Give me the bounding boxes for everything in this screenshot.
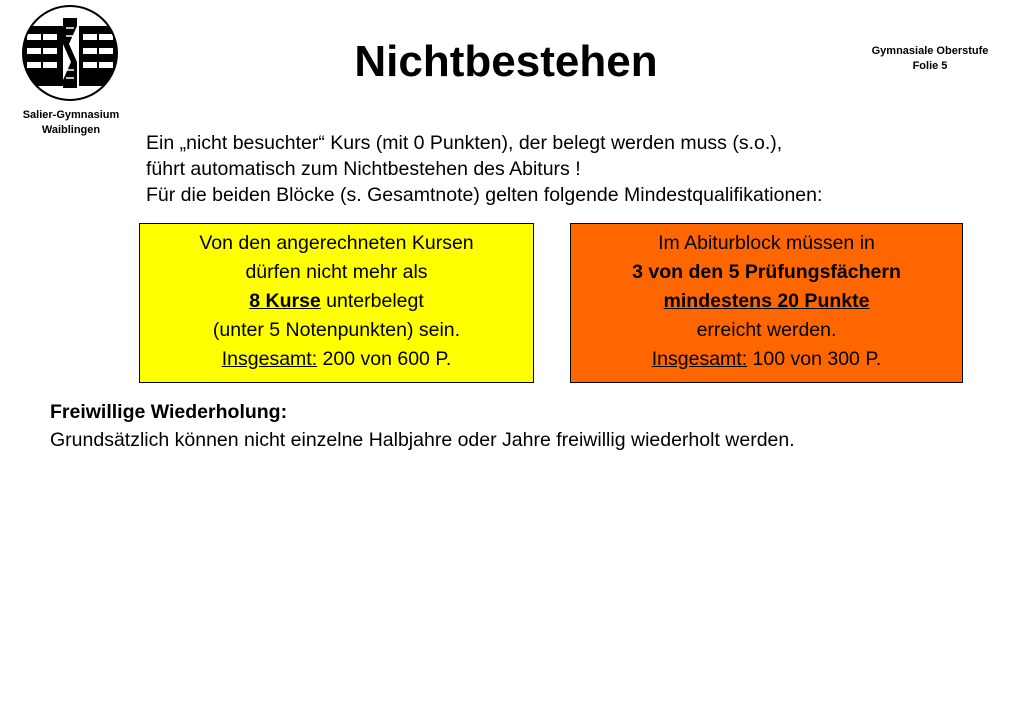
intro-text	[146, 130, 1006, 208]
slide-number: Folie 5	[912, 60, 948, 72]
page-title: Nichtbestehen	[354, 37, 658, 86]
voluntary-text: Grundsätzlich können nicht einzelne Halbjahre oder Jahre freiwillig wiederholt werden.	[50, 429, 795, 451]
box-right-line-3	[571, 287, 962, 316]
course-label: Gymnasiale Oberstufe	[871, 45, 989, 57]
intro-line-1: Ein „nicht besuchter“ Kurs (mit 0 Punkten), der belegt werden muss (s.o.),	[146, 132, 783, 154]
box-left-line-2: dürfen nicht mehr als	[245, 261, 428, 283]
box-right-line-5	[571, 345, 962, 374]
school-city: Waiblingen	[41, 124, 101, 136]
course-requirement-box	[139, 223, 534, 383]
box-left-line-4: (unter 5 Notenpunkten) sein.	[212, 319, 461, 341]
min-points: mindestens 20 Punkte	[663, 290, 870, 312]
box-left-line-3-rest: unterbelegt	[320, 290, 424, 312]
box-left-line-1: Von den angerechneten Kursen	[199, 232, 474, 254]
school-logo-icon	[21, 4, 119, 102]
school-label	[0, 108, 142, 138]
box-right-line-4: erreicht werden.	[696, 319, 837, 341]
box-left-line-5	[140, 345, 533, 374]
intro-line-2: führt automatisch zum Nichtbestehen des Abiturs !	[146, 158, 581, 180]
total-label: Insgesamt:	[221, 348, 318, 370]
total-value: 100 von 300 P.	[747, 348, 882, 370]
box-right-line-1: Im Abiturblock müssen in	[658, 232, 875, 254]
exam-requirement-box	[570, 223, 963, 383]
intro-line-3: Für die beiden Blöcke (s. Gesamtnote) gelten folgende Mindestqualifikationen:	[146, 184, 823, 206]
total-label: Insgesamt:	[651, 348, 748, 370]
box-right-line-2: 3 von den 5 Prüfungsfächern	[632, 261, 901, 283]
slide-info	[860, 44, 1000, 74]
max-courses: 8 Kurse	[249, 290, 321, 312]
total-value: 200 von 600 P.	[317, 348, 452, 370]
voluntary-heading: Freiwillige Wiederholung:	[50, 401, 288, 423]
box-left-line-3	[140, 287, 533, 316]
school-name: Salier-Gymnasium	[22, 109, 120, 121]
